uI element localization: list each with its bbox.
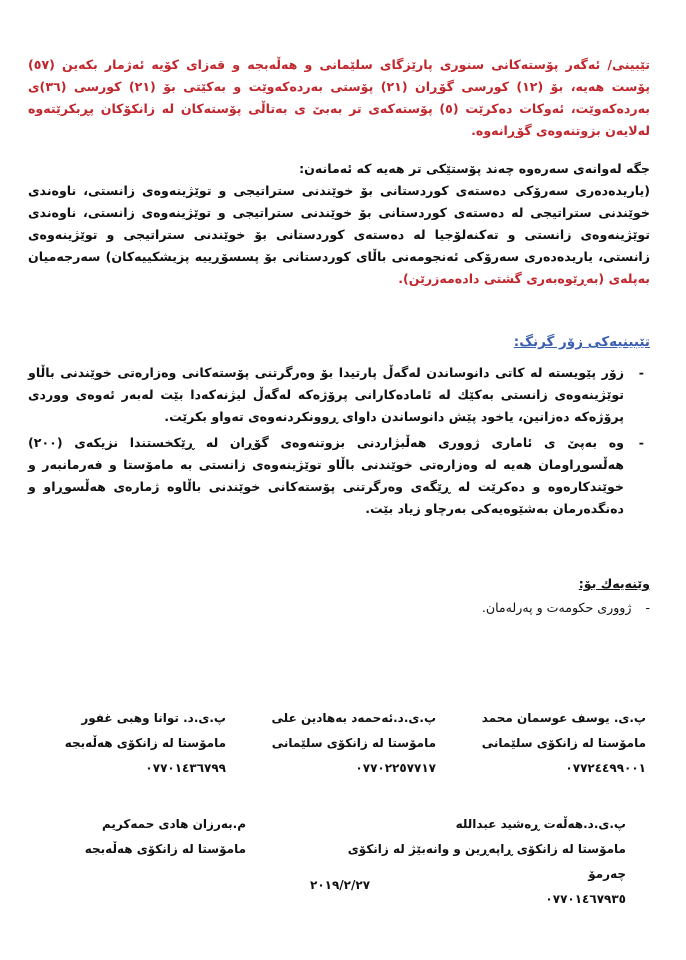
- signature-block: [326, 812, 626, 912]
- signatory-role: مامۆستا لە زانکۆی سلێمانی: [271, 736, 436, 750]
- copy-to-heading: وێنەیەك بۆ:: [578, 576, 650, 591]
- signatory-role: مامۆستا لە زانکۆی سلێمانی: [481, 736, 646, 750]
- signatory-role: مامۆستا لە زانکۆی هەڵەبجە: [64, 736, 226, 750]
- signatory-name: پ.ی.د.هەڵەت ڕەشید عبداللە: [455, 817, 626, 831]
- additional-posts-paragraph: [28, 158, 650, 290]
- signature-block: [446, 706, 646, 781]
- signatory-phone: ٠٧٧٠١٤٣٦٧٩٩: [145, 761, 226, 775]
- general-director-rank: بەپلەی (بەڕێوەبەری گشتی دادەمەزرێن).: [398, 271, 650, 286]
- document-date: ٢٠١٩/٢/٢٧: [310, 878, 371, 892]
- signature-block: [36, 812, 246, 862]
- signatory-role: مامۆستا لە زانکۆی ڕاپەڕین و وانەبێژ لە زانکۆی چەرمۆ: [347, 842, 626, 881]
- important-note-heading: تێبینیەکی زۆر گرنگ:: [513, 334, 650, 350]
- bullet-dash: -: [638, 365, 644, 380]
- important-notes-list: [28, 362, 650, 524]
- signatory-name: پ.ی.د.ئەحمەد بەهادین علی: [271, 711, 436, 725]
- signatory-phone: ٠٧٧٢٤٤٩٩٠٠١: [565, 761, 646, 775]
- additional-posts-body: [28, 180, 650, 290]
- bullet-dash: -: [638, 435, 644, 450]
- signatory-phone: ٠٧٧٠١٤٦٧٩٣٥: [545, 892, 626, 906]
- signatory-phone: ٠٧٧٠٢٢٥٧٧١٧: [355, 761, 436, 775]
- list-item: - زۆر پێویستە لە کاتی دانوساندن لەگەڵ پارتیدا بۆ وەرگرتنی پۆستەکانی وەزارەتی خوێندنی باڵاو توێژینەوەی زانستی بەکێك لە ئامادەکارانی پرۆژەکە لەگەڵ لیژنەکەدا بێت لەبەر ئەوەی ووردی پرۆژەکە دەزانین، یاخود پێش دانوساندن داوای ڕوونکردنەوەی تەواو بکرێت.: [28, 362, 650, 428]
- additional-posts-intro: جگە لەوانەی سەرەوە چەند پۆستێکی تر هەیە کە ئەمانەن:: [299, 161, 650, 176]
- additional-posts-list: (یاریدەدەری سەرۆکی دەستەی کوردستانی بۆ خوێندنی ستراتیجی و توێژینەوەی زانستی، ناوەندی خوێندنی ستراتیجی لە دەستەی کوردستانی بۆ خوێندنی ستراتیجی و توێژینەوەی زانستی، ناوەندی توێژینەوەی زانستی و تەکنەلۆجیا لە دەستەی کوردستانی بۆ خوێندنی ستراتیجی و توێژینەوەی زانستی، یاریدەدەری سەرۆکی ئەنجومەنی باڵای کوردستانی بۆ پسسۆڕییە پزیشکییەکان) سەرجەمیان: [28, 183, 650, 264]
- signatory-name: پ.ی. یوسف عوسمان محمد: [481, 711, 646, 725]
- signatory-name: پ.ی.د. توانا وهبی غفور: [81, 711, 226, 725]
- signatory-name: م.بەرزان هادی حمەکریم: [102, 817, 246, 831]
- signature-block: [36, 706, 226, 781]
- list-item: - وە بەپێ ی ئاماری ژووری هەڵبژاردنی بزوتنەوەی گۆڕان لە ڕێکخستندا نزیکەی (٢٠٠) هەڵسوڕاومان هەیە لە وەزارەتی خوێندنی باڵاو توێژینەوەی زانستی بە مامۆستا و فەرمانبەر و خوێندکارەوە و دەکرێت لە ڕێگەی وەرگرتنی پۆستەکانی خوێندنی باڵاوە ژمارەی هەڵسوڕاو و دەنگدەرمان بەشێوەیەکی بەرچاو زیاد بێت.: [28, 432, 650, 520]
- copy-to-item: -ژووری حکومەت و پەرلەمان.: [481, 600, 650, 615]
- note-paragraph: تێبینی/ ئەگەر پۆستەکانی سنوری پارێزگای سلێمانی و هەڵەبجە و قەزای کۆیە ئەژمار بکەین (٥٧) پۆست هەیە، بۆ (١٢) کورسی گۆڕان (٢١) پۆستی بەردەکەوێت و بەکێتی بۆ (٢١) کورسی (٣٦)ی بەردەکەوێت، ئەوکات دەکرێت (٥) پۆستەکەی تر بەبێ ی بەتاڵی پۆستەکان لە زانکۆکان پڕبکرێتەوە لەلایەن بزوتنەوەی گۆڕانەوە.: [28, 57, 650, 138]
- signatory-role: مامۆستا لە زانکۆی هەڵەبجە: [84, 842, 246, 856]
- signature-block: [236, 706, 436, 781]
